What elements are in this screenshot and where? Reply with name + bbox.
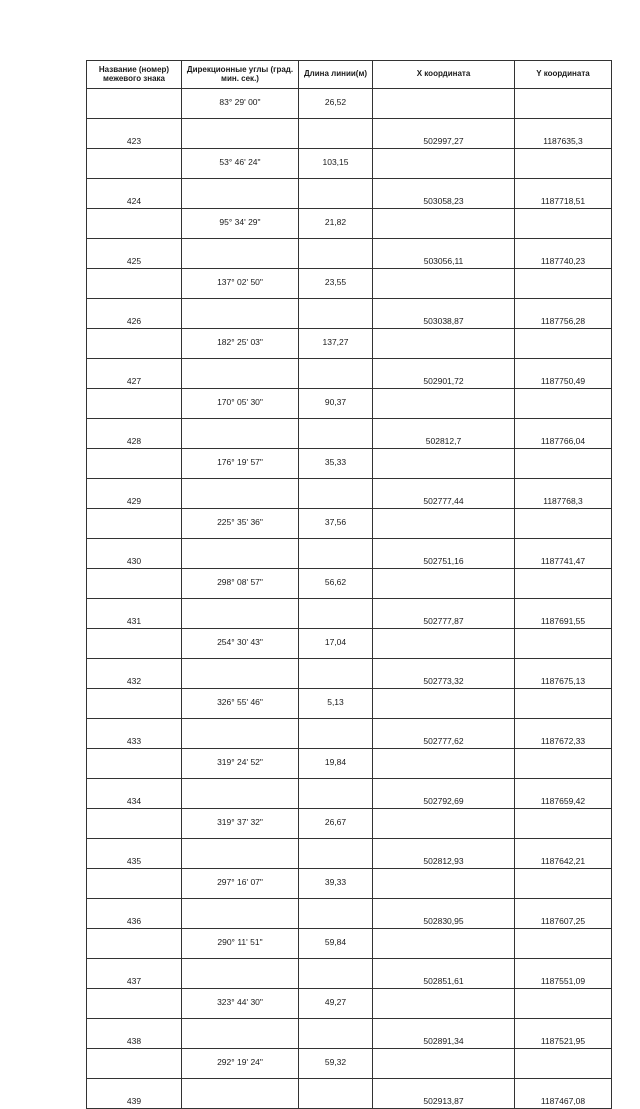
table-row bbox=[87, 959, 612, 989]
table-row bbox=[87, 839, 612, 869]
table-row bbox=[87, 719, 612, 749]
cell-y-coordinate: 1187672,33 bbox=[515, 719, 612, 749]
cell-y-coordinate bbox=[515, 569, 612, 599]
table-header bbox=[87, 61, 612, 89]
cell-y-coordinate: 1187766,04 bbox=[515, 419, 612, 449]
cell-x-coordinate: 502792,69 bbox=[373, 779, 515, 809]
cell-x-coordinate: 502913,87 bbox=[373, 1079, 515, 1109]
cell-directional-angle bbox=[182, 299, 299, 329]
table-row bbox=[87, 689, 612, 719]
cell-directional-angle bbox=[182, 479, 299, 509]
cell-line-length: 19,84 bbox=[299, 749, 373, 779]
cell-y-coordinate bbox=[515, 389, 612, 419]
cell-marker-name: 436 bbox=[87, 899, 182, 929]
cell-directional-angle bbox=[182, 359, 299, 389]
cell-x-coordinate: 502777,87 bbox=[373, 599, 515, 629]
cell-directional-angle bbox=[182, 599, 299, 629]
cell-y-coordinate bbox=[515, 269, 612, 299]
table-row bbox=[87, 479, 612, 509]
cell-directional-angle: 170° 05' 30" bbox=[182, 389, 299, 419]
cell-line-length bbox=[299, 179, 373, 209]
cell-x-coordinate bbox=[373, 689, 515, 719]
cell-y-coordinate: 1187635,3 bbox=[515, 119, 612, 149]
cell-x-coordinate bbox=[373, 989, 515, 1019]
cell-marker-name: 433 bbox=[87, 719, 182, 749]
table-row bbox=[87, 659, 612, 689]
cell-line-length: 56,62 bbox=[299, 569, 373, 599]
table-row bbox=[87, 89, 612, 119]
table-row bbox=[87, 629, 612, 659]
cell-directional-angle bbox=[182, 239, 299, 269]
cell-y-coordinate: 1187691,55 bbox=[515, 599, 612, 629]
cell-y-coordinate: 1187551,09 bbox=[515, 959, 612, 989]
cell-directional-angle: 319° 37' 32" bbox=[182, 809, 299, 839]
table-row bbox=[87, 809, 612, 839]
cell-directional-angle: 297° 16' 07" bbox=[182, 869, 299, 899]
cell-line-length bbox=[299, 779, 373, 809]
cell-marker-name bbox=[87, 989, 182, 1019]
cell-x-coordinate: 502891,34 bbox=[373, 1019, 515, 1049]
cell-marker-name bbox=[87, 1049, 182, 1079]
cell-y-coordinate bbox=[515, 749, 612, 779]
cell-line-length: 59,32 bbox=[299, 1049, 373, 1079]
cell-line-length bbox=[299, 719, 373, 749]
cell-y-coordinate: 1187521,95 bbox=[515, 1019, 612, 1049]
cell-y-coordinate: 1187467,08 bbox=[515, 1079, 612, 1109]
cell-line-length bbox=[299, 299, 373, 329]
table-row bbox=[87, 1019, 612, 1049]
cell-line-length bbox=[299, 239, 373, 269]
cell-y-coordinate bbox=[515, 629, 612, 659]
cell-y-coordinate: 1187659,42 bbox=[515, 779, 612, 809]
cell-directional-angle: 290° 11' 51" bbox=[182, 929, 299, 959]
cell-marker-name bbox=[87, 809, 182, 839]
cell-x-coordinate bbox=[373, 749, 515, 779]
cell-directional-angle: 137° 02' 50" bbox=[182, 269, 299, 299]
cell-line-length bbox=[299, 479, 373, 509]
table-body bbox=[87, 89, 612, 1109]
table-row bbox=[87, 179, 612, 209]
cell-x-coordinate: 502901,72 bbox=[373, 359, 515, 389]
cell-marker-name: 427 bbox=[87, 359, 182, 389]
table-row bbox=[87, 419, 612, 449]
cell-y-coordinate bbox=[515, 149, 612, 179]
table-row bbox=[87, 359, 612, 389]
table-row bbox=[87, 389, 612, 419]
cell-line-length: 37,56 bbox=[299, 509, 373, 539]
table-row bbox=[87, 899, 612, 929]
cell-x-coordinate: 502773,32 bbox=[373, 659, 515, 689]
cell-x-coordinate bbox=[373, 449, 515, 479]
cell-marker-name bbox=[87, 89, 182, 119]
cell-x-coordinate bbox=[373, 929, 515, 959]
table-row bbox=[87, 749, 612, 779]
cell-marker-name bbox=[87, 149, 182, 179]
cell-marker-name: 432 bbox=[87, 659, 182, 689]
cell-x-coordinate bbox=[373, 89, 515, 119]
cell-line-length bbox=[299, 959, 373, 989]
cell-directional-angle: 323° 44' 30" bbox=[182, 989, 299, 1019]
cell-line-length bbox=[299, 359, 373, 389]
table-row bbox=[87, 1079, 612, 1109]
table-row bbox=[87, 209, 612, 239]
header-row bbox=[87, 61, 612, 89]
cell-marker-name: 424 bbox=[87, 179, 182, 209]
cell-x-coordinate: 502830,95 bbox=[373, 899, 515, 929]
table-row bbox=[87, 269, 612, 299]
cell-line-length: 26,52 bbox=[299, 89, 373, 119]
cell-x-coordinate bbox=[373, 809, 515, 839]
cell-directional-angle bbox=[182, 719, 299, 749]
cell-marker-name bbox=[87, 869, 182, 899]
cell-y-coordinate bbox=[515, 449, 612, 479]
cell-x-coordinate: 502812,7 bbox=[373, 419, 515, 449]
header-y-coordinate: Y координата bbox=[515, 61, 612, 89]
header-line-length: Длина линии(м) bbox=[299, 61, 373, 89]
cell-x-coordinate: 503038,87 bbox=[373, 299, 515, 329]
cell-y-coordinate bbox=[515, 329, 612, 359]
table-row bbox=[87, 929, 612, 959]
cell-marker-name bbox=[87, 209, 182, 239]
cell-marker-name bbox=[87, 389, 182, 419]
cell-directional-angle: 298° 08' 57" bbox=[182, 569, 299, 599]
cell-line-length bbox=[299, 539, 373, 569]
cell-line-length bbox=[299, 839, 373, 869]
cell-directional-angle: 292° 19' 24" bbox=[182, 1049, 299, 1079]
cell-line-length bbox=[299, 1079, 373, 1109]
cell-y-coordinate: 1187718,51 bbox=[515, 179, 612, 209]
cell-marker-name: 426 bbox=[87, 299, 182, 329]
cell-marker-name bbox=[87, 689, 182, 719]
cell-x-coordinate: 502851,61 bbox=[373, 959, 515, 989]
cell-directional-angle bbox=[182, 839, 299, 869]
cell-marker-name: 435 bbox=[87, 839, 182, 869]
cell-line-length: 59,84 bbox=[299, 929, 373, 959]
cell-x-coordinate bbox=[373, 329, 515, 359]
cell-x-coordinate bbox=[373, 1049, 515, 1079]
cell-directional-angle bbox=[182, 179, 299, 209]
table-row bbox=[87, 539, 612, 569]
cell-y-coordinate: 1187768,3 bbox=[515, 479, 612, 509]
cell-x-coordinate: 502777,44 bbox=[373, 479, 515, 509]
cell-x-coordinate: 502751,16 bbox=[373, 539, 515, 569]
table-row bbox=[87, 119, 612, 149]
cell-marker-name: 434 bbox=[87, 779, 182, 809]
cell-marker-name: 428 bbox=[87, 419, 182, 449]
table-row bbox=[87, 239, 612, 269]
cell-line-length bbox=[299, 659, 373, 689]
cell-line-length: 23,55 bbox=[299, 269, 373, 299]
cell-directional-angle: 176° 19' 57" bbox=[182, 449, 299, 479]
cell-marker-name bbox=[87, 629, 182, 659]
cell-marker-name: 429 bbox=[87, 479, 182, 509]
cell-marker-name bbox=[87, 269, 182, 299]
cell-y-coordinate: 1187607,25 bbox=[515, 899, 612, 929]
cell-x-coordinate: 502997,27 bbox=[373, 119, 515, 149]
cell-x-coordinate bbox=[373, 149, 515, 179]
cell-line-length bbox=[299, 899, 373, 929]
cell-y-coordinate bbox=[515, 989, 612, 1019]
table-row bbox=[87, 779, 612, 809]
table-row bbox=[87, 989, 612, 1019]
cell-x-coordinate bbox=[373, 629, 515, 659]
table-row bbox=[87, 299, 612, 329]
cell-directional-angle: 254° 30' 43" bbox=[182, 629, 299, 659]
cell-directional-angle bbox=[182, 1079, 299, 1109]
cell-line-length: 17,04 bbox=[299, 629, 373, 659]
cell-y-coordinate bbox=[515, 809, 612, 839]
cell-y-coordinate bbox=[515, 209, 612, 239]
cell-x-coordinate: 502812,93 bbox=[373, 839, 515, 869]
cell-marker-name: 439 bbox=[87, 1079, 182, 1109]
cell-marker-name bbox=[87, 509, 182, 539]
cell-directional-angle bbox=[182, 779, 299, 809]
cell-y-coordinate bbox=[515, 1049, 612, 1079]
cell-marker-name bbox=[87, 929, 182, 959]
cell-x-coordinate bbox=[373, 569, 515, 599]
cell-y-coordinate: 1187675,13 bbox=[515, 659, 612, 689]
cell-line-length: 137,27 bbox=[299, 329, 373, 359]
cell-directional-angle bbox=[182, 539, 299, 569]
cell-directional-angle bbox=[182, 419, 299, 449]
cell-marker-name: 437 bbox=[87, 959, 182, 989]
cell-line-length: 39,33 bbox=[299, 869, 373, 899]
cell-marker-name: 438 bbox=[87, 1019, 182, 1049]
table-row bbox=[87, 509, 612, 539]
cell-line-length: 90,37 bbox=[299, 389, 373, 419]
cell-marker-name: 425 bbox=[87, 239, 182, 269]
cell-line-length: 26,67 bbox=[299, 809, 373, 839]
cell-directional-angle bbox=[182, 1019, 299, 1049]
cell-marker-name bbox=[87, 569, 182, 599]
cell-y-coordinate: 1187756,28 bbox=[515, 299, 612, 329]
cell-line-length bbox=[299, 419, 373, 449]
cell-x-coordinate bbox=[373, 209, 515, 239]
cell-x-coordinate bbox=[373, 269, 515, 299]
header-x-coordinate: Х координата bbox=[373, 61, 515, 89]
cell-x-coordinate: 503056,11 bbox=[373, 239, 515, 269]
cell-y-coordinate: 1187642,21 bbox=[515, 839, 612, 869]
cell-directional-angle bbox=[182, 899, 299, 929]
table-row bbox=[87, 569, 612, 599]
table-row bbox=[87, 329, 612, 359]
cell-line-length bbox=[299, 599, 373, 629]
cell-x-coordinate bbox=[373, 869, 515, 899]
cell-line-length: 35,33 bbox=[299, 449, 373, 479]
cell-y-coordinate bbox=[515, 929, 612, 959]
table-row bbox=[87, 599, 612, 629]
cell-line-length: 49,27 bbox=[299, 989, 373, 1019]
cell-x-coordinate: 502777,62 bbox=[373, 719, 515, 749]
cell-directional-angle: 95° 34' 29" bbox=[182, 209, 299, 239]
table-row bbox=[87, 869, 612, 899]
cell-line-length: 5,13 bbox=[299, 689, 373, 719]
cell-marker-name: 423 bbox=[87, 119, 182, 149]
cell-line-length: 103,15 bbox=[299, 149, 373, 179]
cell-marker-name bbox=[87, 749, 182, 779]
cell-line-length bbox=[299, 119, 373, 149]
boundary-coordinates-table bbox=[86, 60, 612, 1109]
table-row bbox=[87, 1049, 612, 1079]
cell-marker-name: 430 bbox=[87, 539, 182, 569]
cell-marker-name bbox=[87, 449, 182, 479]
cell-x-coordinate bbox=[373, 389, 515, 419]
cell-directional-angle bbox=[182, 659, 299, 689]
cell-line-length bbox=[299, 1019, 373, 1049]
cell-directional-angle bbox=[182, 119, 299, 149]
cell-y-coordinate bbox=[515, 509, 612, 539]
cell-directional-angle: 326° 55' 46" bbox=[182, 689, 299, 719]
cell-directional-angle: 83° 29' 00" bbox=[182, 89, 299, 119]
cell-x-coordinate bbox=[373, 509, 515, 539]
header-marker-name: Название (номер) межевого знака bbox=[87, 61, 182, 89]
cell-directional-angle: 225° 35' 36" bbox=[182, 509, 299, 539]
cell-y-coordinate: 1187750,49 bbox=[515, 359, 612, 389]
cell-directional-angle: 182° 25' 03" bbox=[182, 329, 299, 359]
cell-y-coordinate: 1187741,47 bbox=[515, 539, 612, 569]
table-row bbox=[87, 149, 612, 179]
cell-line-length: 21,82 bbox=[299, 209, 373, 239]
cell-y-coordinate: 1187740,23 bbox=[515, 239, 612, 269]
cell-y-coordinate bbox=[515, 89, 612, 119]
cell-y-coordinate bbox=[515, 689, 612, 719]
cell-marker-name bbox=[87, 329, 182, 359]
table-row bbox=[87, 449, 612, 479]
cell-marker-name: 431 bbox=[87, 599, 182, 629]
cell-directional-angle: 53° 46' 24" bbox=[182, 149, 299, 179]
header-directional-angle: Дирекционные углы (град. мин. сек.) bbox=[182, 61, 299, 89]
cell-y-coordinate bbox=[515, 869, 612, 899]
cell-x-coordinate: 503058,23 bbox=[373, 179, 515, 209]
cell-directional-angle bbox=[182, 959, 299, 989]
cell-directional-angle: 319° 24' 52" bbox=[182, 749, 299, 779]
